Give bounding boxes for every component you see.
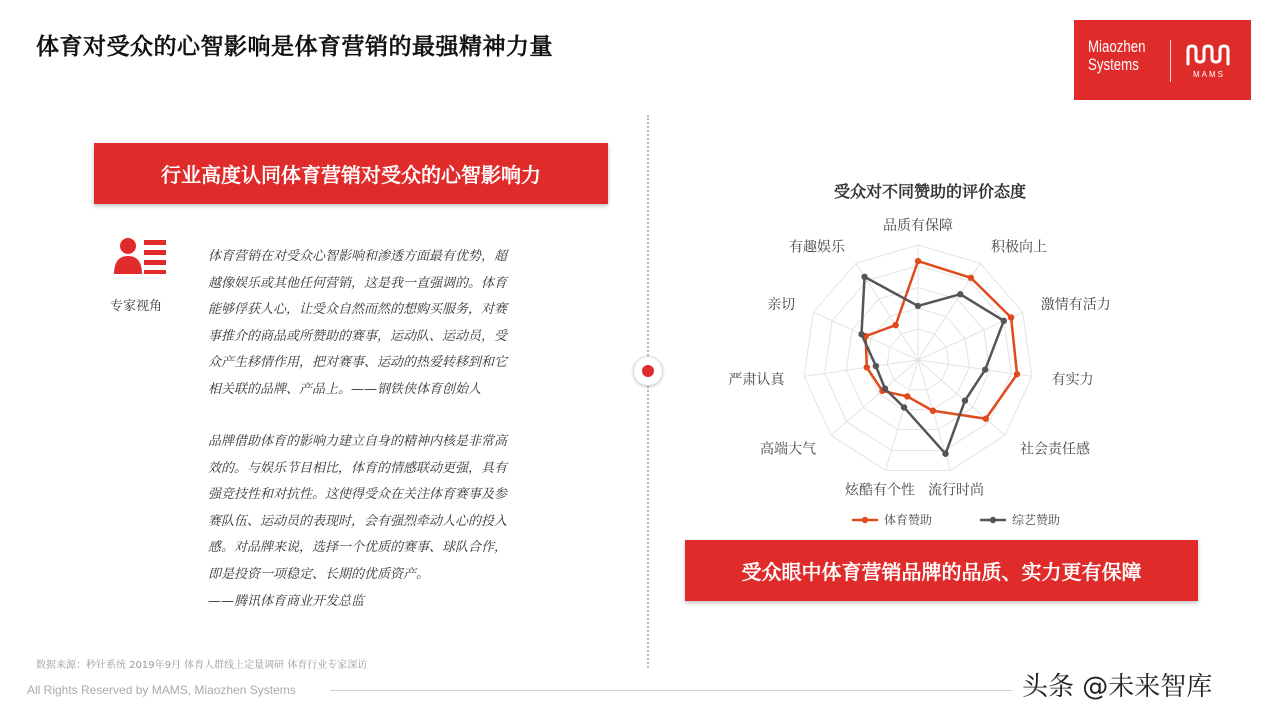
divider-marker <box>633 356 663 386</box>
radar-spoke <box>886 360 918 470</box>
axis-label: 激情有活力 <box>1040 296 1111 313</box>
watermark: 头条 @未来智库 <box>1022 672 1213 702</box>
axis-label: 流行时尚 <box>928 482 985 499</box>
series-point-variety <box>1001 318 1007 324</box>
series-point-variety <box>873 363 879 369</box>
axis-label: 社会责任感 <box>1020 441 1091 458</box>
series-point-variety <box>858 331 864 337</box>
radar-spoke <box>804 360 918 376</box>
axis-label: 有趣娱乐 <box>789 239 846 256</box>
logo-line-1: Miaozhen <box>1088 37 1146 56</box>
series-point-variety <box>882 385 888 391</box>
series-line-sports <box>866 261 1017 419</box>
page-title: 体育对受众的心智影响是体育营销的最强精神力量 <box>36 34 553 60</box>
series-point-sports <box>892 322 898 328</box>
expert-quote-1 <box>208 244 556 404</box>
legend-label: 综艺赞助 <box>1012 513 1061 527</box>
series-point-variety <box>901 404 907 410</box>
axis-label: 高端大气 <box>759 441 816 458</box>
mams-wordmark: MAMS <box>1193 70 1225 79</box>
data-source: 数据来源：秒针系统 2019年9月 体育人群线上定量调研 体育行业专家深访 <box>36 660 368 671</box>
series-point-sports <box>983 416 989 422</box>
quote-line: ——腾讯体育商业开发总监 <box>208 593 365 609</box>
series-point-variety <box>942 451 948 457</box>
legend-swatch-dot <box>990 517 996 523</box>
legend-label: 体育赞助 <box>884 513 933 527</box>
series-point-variety <box>957 291 963 297</box>
series-point-sports <box>1014 371 1020 377</box>
logo-line-2: Systems <box>1088 55 1139 74</box>
radar-spoke <box>918 360 1005 435</box>
quote-line: 能够俘获人心，让受众自然而然的想购买服务，对赛 <box>208 302 508 318</box>
left-banner: 行业高度认同体育营销对受众的心智影响力 <box>94 143 608 204</box>
axis-label: 炫酷有个性 <box>844 482 915 499</box>
quote-line: 体育营销在对受众心智影响和渗透方面最有优势，超 <box>208 249 508 264</box>
quote-line: 强竞技性和对抗性。这使得受众在关注体育赛事及参 <box>208 487 508 503</box>
quote-line: 效的。与娱乐节目相比，体育的情感联动更强，具有 <box>208 460 508 476</box>
quote-line: 众产生移情作用，把对赛事、运动的热爱转移到和它 <box>208 355 508 371</box>
mams-logo-icon <box>1186 44 1232 66</box>
series-point-variety <box>962 397 968 403</box>
miaozhen-mams-logo <box>1074 20 1251 100</box>
legend-swatch-dot <box>862 517 868 523</box>
quote-line: 越像娱乐或其他任何营销，这是我一直强调的。体育 <box>208 275 508 291</box>
logo-divider <box>1170 40 1171 82</box>
quote-line: 即是投资一项稳定、长期的优质资产。 <box>208 566 430 582</box>
quote-line: 赛队伍、运动员的表现时，会有强烈牵动人心的投入 <box>208 513 508 529</box>
series-point-sports <box>968 275 974 281</box>
series-point-sports <box>864 364 870 370</box>
quote-line: 感。对品牌来说，选择一个优质的赛事、球队合作， <box>208 540 508 556</box>
person-list-icon <box>114 236 168 276</box>
series-point-sports <box>1008 314 1014 320</box>
copyright: All Rights Reserved by MAMS, Miaozhen Systems <box>27 683 296 697</box>
series-point-variety <box>861 274 867 280</box>
divider-marker-dot <box>642 365 654 377</box>
expert-label: 专家视角 <box>110 299 163 314</box>
axis-label: 积极向上 <box>990 239 1047 256</box>
quote-line: 品牌借助体育的影响力建立自身的精神内核是非常高 <box>208 434 508 449</box>
series-point-sports <box>904 393 910 399</box>
miaozhen-wordmark <box>1088 38 1146 74</box>
right-banner: 受众眼中体育营销品牌的品质、实力更有保障 <box>685 540 1198 601</box>
series-point-variety <box>982 366 988 372</box>
quote-line: 事推介的商品或所赞助的赛事，运动队、运动员，受 <box>208 328 508 344</box>
axis-label: 亲切 <box>767 296 796 313</box>
quote-line: 相关联的品牌、产品上。——钢铁侠体育创始人 <box>208 381 482 397</box>
series-point-sports <box>915 258 921 264</box>
chart-title: 受众对不同赞助的评价态度 <box>833 182 1027 201</box>
radar-chart <box>690 170 1210 535</box>
section-divider <box>647 115 649 668</box>
axis-label: 有实力 <box>1051 372 1094 389</box>
footer-line <box>330 690 1012 691</box>
series-point-sports <box>930 408 936 414</box>
series-point-variety <box>915 303 921 309</box>
axis-label: 品质有保障 <box>883 218 953 234</box>
axis-label: 严肃认真 <box>728 372 785 389</box>
expert-quote-2 <box>208 429 556 615</box>
